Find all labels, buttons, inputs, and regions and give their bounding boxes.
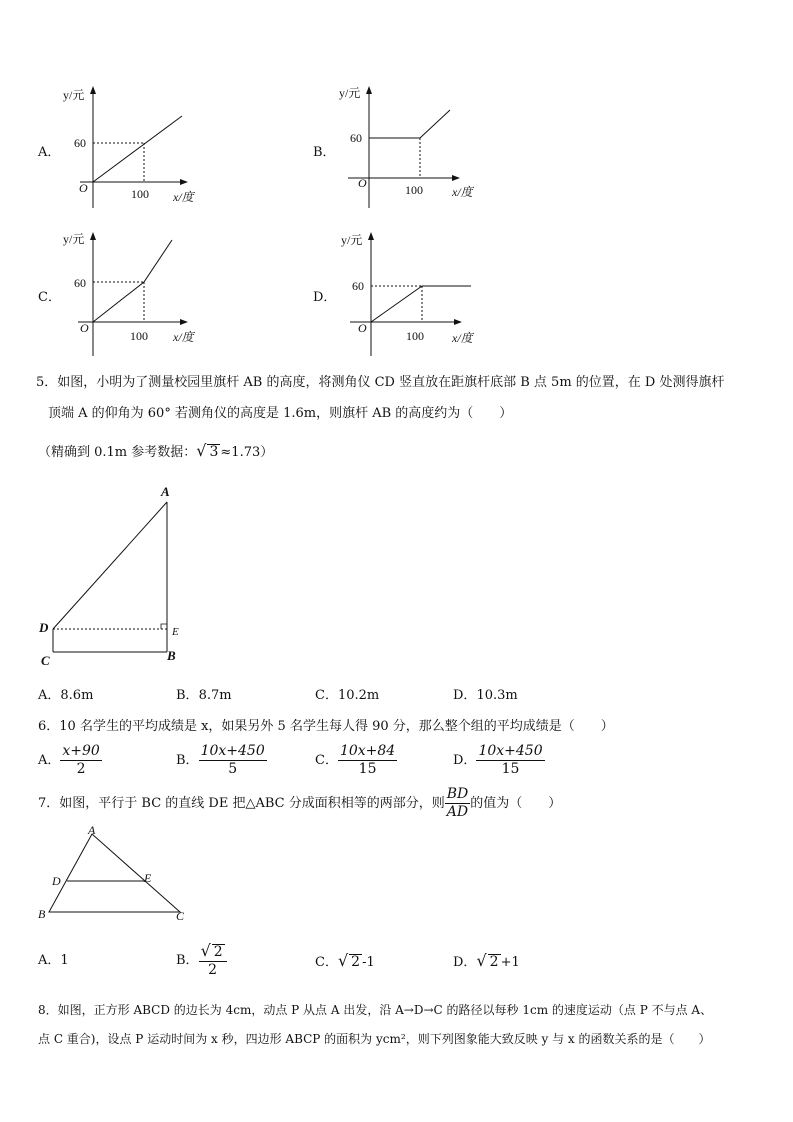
graph-c-line <box>93 240 172 322</box>
q8-line1: 8．如图，正方形 ABCD 的边长为 4cm，动点 P 从点 A 出发，沿 A→D→C 的路径以每秒 1cm 的速度运动（点 P 不与点 A、 <box>38 1003 713 1017</box>
q7-point-a: A <box>88 823 96 837</box>
graph-b-ytick: 60 <box>350 131 362 145</box>
graph-d-origin: O <box>358 321 367 335</box>
q6-option-d[interactable]: D． $\frac{10x+450}{15}$ <box>453 743 543 777</box>
q5-point-c: C <box>41 653 50 668</box>
q7-option-b[interactable]: B． $\frac{√ 2}{2}$ <box>176 942 227 979</box>
q5-line2: 顶端 A 的仰角为 60° 若测角仪的高度是 1.6m，则旗杆 AB 的高度约为（ ） <box>48 406 513 421</box>
q5-option-b[interactable]: B．8.7m <box>176 688 232 703</box>
option-b-label: B． <box>313 145 336 160</box>
q7-option-c[interactable]: C．√ 2 -1 <box>315 951 375 970</box>
option-a-label: A． <box>38 145 61 160</box>
graph-a-line <box>93 116 182 182</box>
q5-option-c[interactable]: C．10.2m <box>315 688 380 703</box>
q7-option-a[interactable]: A．1 <box>38 953 69 968</box>
graph-b-xtick: 100 <box>405 183 423 197</box>
graph-c <box>60 228 210 360</box>
graph-a <box>60 82 210 214</box>
graph-d-ytick: 60 <box>352 279 364 293</box>
q6-text: 6．10 名学生的平均成绩是 x，如果另外 5 名学生每人得 90 分，那么整个组的平均成绩是（ ） <box>38 719 614 734</box>
q5-point-d: D <box>39 620 49 635</box>
graph-c-ylabel: y/元 <box>63 232 85 246</box>
graph-d-ylabel: y/元 <box>341 233 363 247</box>
q7-point-b: B <box>38 907 46 921</box>
q7-point-e: E <box>144 871 152 885</box>
q8-line2: 点 C 重合)，设点 P 运动时间为 x 秒，四边形 ABCP 的面积为 ycm²，则下列图象能大致反映 y 与 x 的函数关系的是（ ） <box>38 1032 711 1046</box>
q5-line1: 5．如图，小明为了测量校园里旗杆 AB 的高度，将测角仪 CD 竖直放在距旗杆底部 B 点 5m 的位置，在 D 处测得旗杆 <box>36 375 725 390</box>
graph-a-ytick: 60 <box>74 136 86 150</box>
graph-d-xlabel: x/度 <box>452 331 473 345</box>
q7-figure <box>34 822 194 927</box>
graph-a-ylabel: y/元 <box>63 88 85 102</box>
q5-option-a[interactable]: A．8.6m <box>38 688 94 703</box>
q5-note: （精确到 0.1m 参考数据：√ 3 ≈1.73） <box>38 441 274 460</box>
option-c-label: C． <box>38 290 61 305</box>
q6-option-a[interactable]: A． $\frac{x+90}{2}$ <box>38 743 100 777</box>
q5-figure <box>34 482 194 672</box>
q6-option-b[interactable]: B． $\frac{10x+450}{5}$ <box>176 743 265 777</box>
graph-a-origin: O <box>79 181 88 195</box>
q7-text: 7．如图，平行于 BC 的直线 DE 把△ABC 分成面积相等的两部分，则 $\frac{BD}{AD}$ 的值为（ ） <box>38 786 562 820</box>
q5-point-e: E <box>172 626 179 638</box>
q6-option-c[interactable]: C． $\frac{10x+84}{15}$ <box>315 743 396 777</box>
graph-b <box>336 82 486 214</box>
q7-point-c: C <box>176 909 185 923</box>
graph-c-xlabel: x/度 <box>173 330 194 344</box>
graph-d-xtick: 100 <box>406 329 424 343</box>
option-d-label: D． <box>313 290 337 305</box>
graph-b-line <box>369 110 450 138</box>
graph-b-origin: O <box>358 176 367 190</box>
graph-b-ylabel: y/元 <box>339 86 361 100</box>
q5-option-d[interactable]: D．10.3m <box>453 688 518 703</box>
graph-c-ytick: 60 <box>74 276 86 290</box>
graph-d-line <box>371 286 471 322</box>
graph-d <box>336 228 486 360</box>
q7-point-d: D <box>52 874 61 888</box>
graph-b-xlabel: x/度 <box>452 185 473 199</box>
graph-c-xtick: 100 <box>130 329 148 343</box>
graph-c-origin: O <box>80 321 89 335</box>
q5-point-b: B <box>167 648 176 663</box>
graph-a-xlabel: x/度 <box>173 190 194 204</box>
q7-option-d[interactable]: D．√ 2 +1 <box>453 951 520 970</box>
q5-point-a: A <box>161 484 170 499</box>
graph-a-xtick: 100 <box>131 187 149 201</box>
